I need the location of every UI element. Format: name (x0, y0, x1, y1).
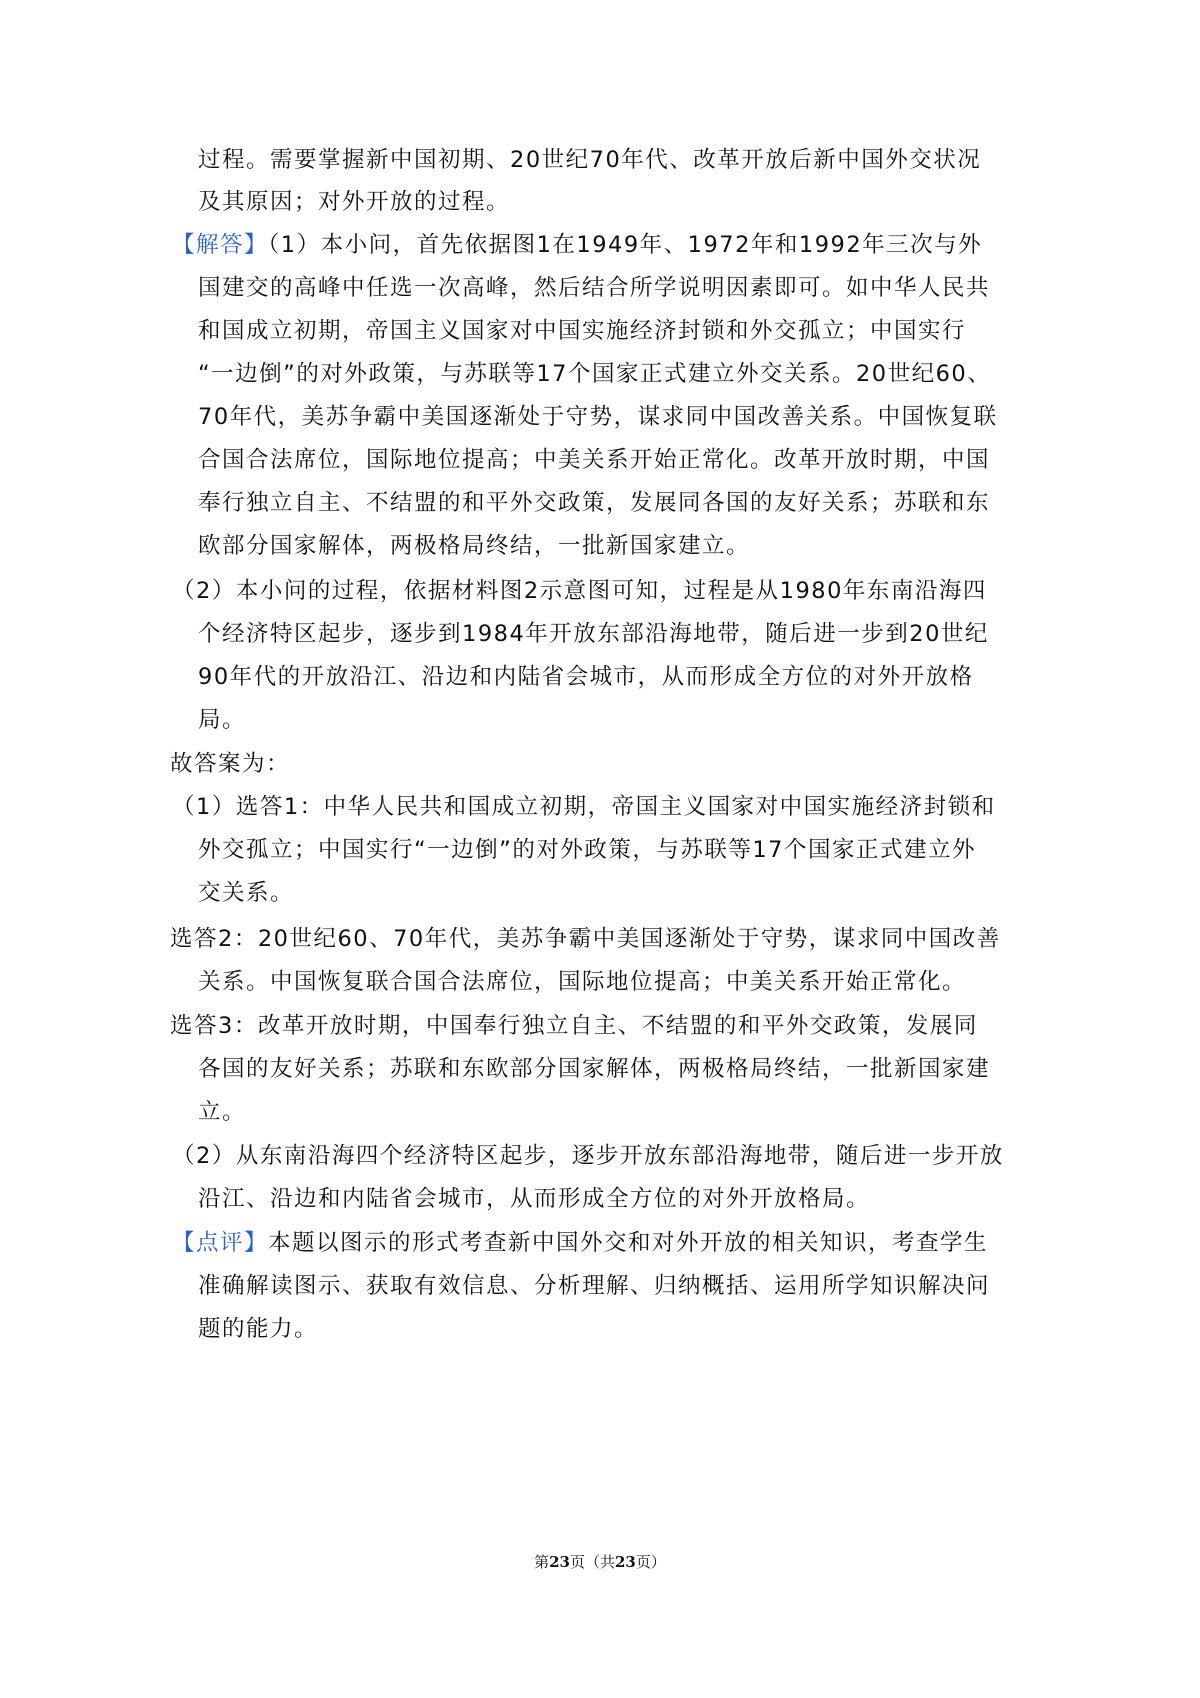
text-line: 90年代的开放沿江、沿边和内陆省会城市，从而形成全方位的对外开放格 (198, 664, 974, 690)
text-line: 欧部分国家解体，两极格局终结，一批新国家建立。 (198, 533, 751, 559)
page-footer (0, 1551, 1200, 1572)
text-line: 奉行独立自主、不结盟的和平外交政策，发展同各国的友好关系；苏联和东 (198, 490, 991, 516)
text-line: 选答2：20世纪60、70年代，美苏争霸中美国逐渐处于守势，谋求同中国改善 (170, 926, 1001, 952)
text-line: 交关系。 (198, 880, 295, 906)
text-line: 立。 (198, 1099, 247, 1125)
text-line: 故答案为： (170, 751, 291, 777)
answer-tag: 【解答】 (172, 232, 269, 258)
footer-middle: 页（共 (569, 1553, 615, 1571)
text-line: 各国的友好关系；苏联和东欧部分国家解体，两极格局终结，一批新国家建 (198, 1056, 991, 1082)
comment-line: 【点评】本题以图示的形式考查新中国外交和对外开放的相关知识，考查学生 (172, 1230, 989, 1256)
text-line: “一边倒”的对外政策，与苏联等17个国家正式建立外交关系。20世纪60、 (198, 361, 992, 387)
text-line: 国建交的高峰中任选一次高峰，然后结合所学说明因素即可。如中华人民共 (198, 275, 991, 301)
text-line: 及其原因；对外开放的过程。 (198, 189, 511, 215)
text-line: 沿江、沿边和内陆省会城市，从而形成全方位的对外开放格局。 (198, 1186, 871, 1212)
text-line: 70年代，美苏争霸中美国逐渐处于守势，谋求同中国改善关系。中国恢复联 (198, 404, 998, 430)
text-line: 选答3：改革开放时期，中国奉行独立自主、不结盟的和平外交政策，发展同 (170, 1013, 978, 1039)
footer-prefix: 第 (534, 1553, 550, 1571)
text-line: 局。 (198, 707, 247, 733)
text-line: 题的能力。 (198, 1316, 319, 1342)
comment-tag: 【点评】 (172, 1230, 269, 1256)
text-line: 过程。需要掌握新中国初期、20世纪70年代、改革开放后新中国外交状况 (198, 147, 982, 173)
text-line: 和国成立初期，帝国主义国家对中国实施经济封锁和外交孤立；中国实行 (198, 318, 967, 344)
text-line: （2）从东南沿海四个经济特区起步，逐步开放东部沿海地带，随后进一步开放 (172, 1143, 1004, 1169)
text-line: 准确解读图示、获取有效信息、分析理解、归纳概括、运用所学知识解决问 (198, 1273, 991, 1299)
footer-page-number: 23 (549, 1553, 570, 1571)
footer-suffix: 页） (635, 1553, 666, 1571)
text-line: 关系。中国恢复联合国合法席位，国际地位提高；中美关系开始正常化。 (198, 969, 967, 995)
text-line: 合国合法席位，国际地位提高；中美关系开始正常化。改革开放时期，中国 (198, 447, 991, 473)
text-line: （2）本小问的过程，依据材料图2示意图可知，过程是从1980年东南沿海四 (172, 578, 987, 604)
text-line: 外交孤立；中国实行“一边倒”的对外政策，与苏联等17个国家正式建立外 (198, 837, 976, 863)
footer-total-pages: 23 (615, 1553, 636, 1571)
text-line: （1）选答1：中华人民共和国成立初期，帝国主义国家对中国实施经济封锁和 (172, 794, 996, 820)
text-line: 个经济特区起步，逐步到1984年开放东部沿海地带，随后进一步到20世纪 (198, 621, 989, 647)
answer-line: 【解答】（1）本小问，首先依据图1在1949年、1972年和1992年三次与外 (172, 232, 983, 258)
